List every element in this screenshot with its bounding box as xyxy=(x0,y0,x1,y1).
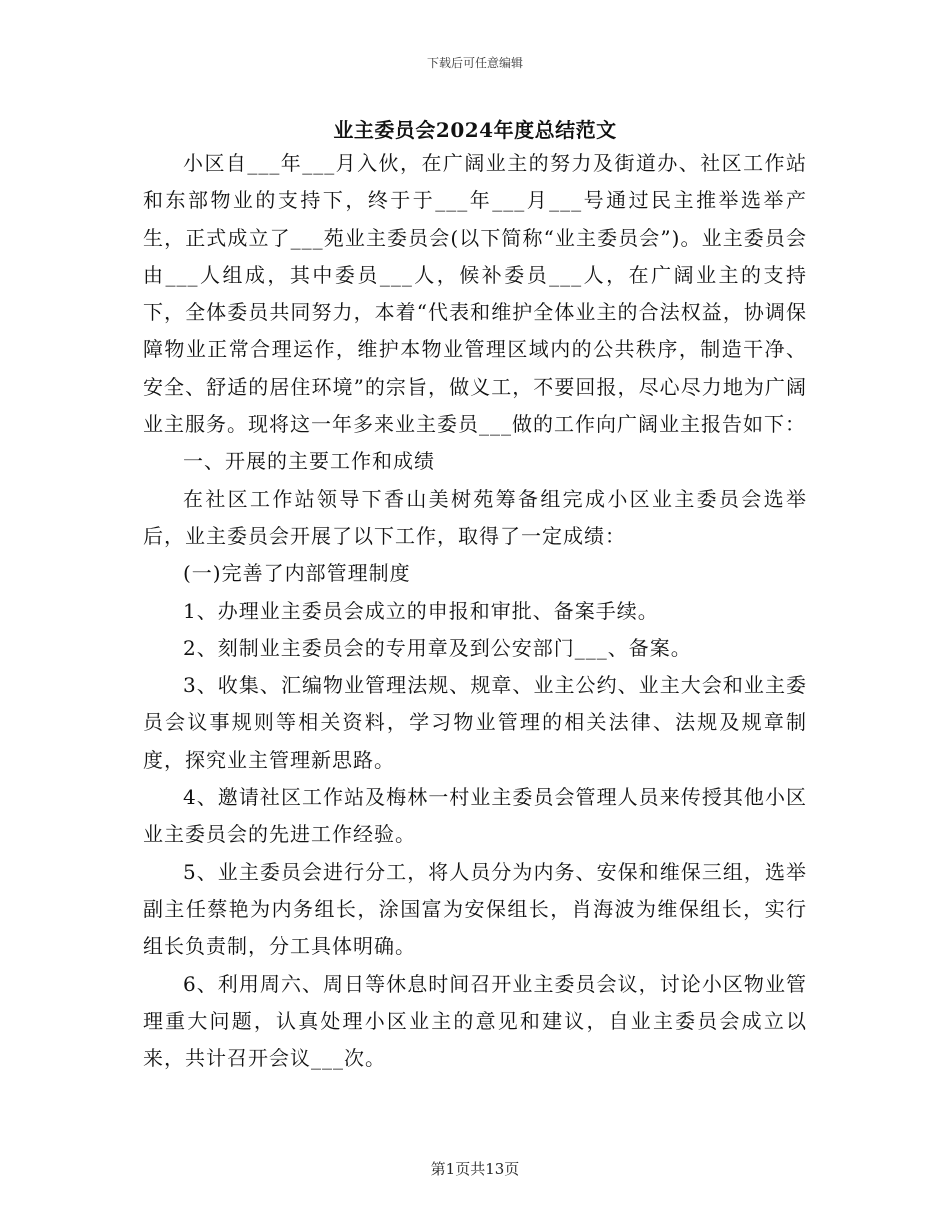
paragraph-election-summary: 在社区工作站领导下香山美树苑筹备组完成小区业主委员会选举后，业主委员会开展了以下工作，取得了一定成绩： xyxy=(143,486,807,548)
list-item-1: 1、办理业主委员会成立的申报和审批、备案手续。 xyxy=(183,598,659,623)
list-item-4: 4、邀请社区工作站及梅林一村业主委员会管理人员来传授其他小区业主委员会的先进工作经验。 xyxy=(143,785,807,847)
document-title: 业主委员会2024年度总结范文 xyxy=(333,118,617,142)
header-note: 下载后可任意编辑 xyxy=(426,56,523,70)
list-item-2: 2、刻制业主委员会的专用章及到公安部门___、备案。 xyxy=(183,635,692,660)
list-item-5: 5、业主委员会进行分工，将人员分为内务、安保和维保三组，选举副主任蔡艳为内务组长，涂国富为安保组长，肖海波为维保组长，实行组长负责制，分工具体明确。 xyxy=(143,859,807,959)
list-item-3: 3、收集、汇编物业管理法规、规章、业主公约、业主大会和业主委员会议事规则等相关资料，学习物业管理的相关法律、法规及规章制度，探究业主管理新思路。 xyxy=(143,673,807,772)
subsection-heading-internal-management: (一)完善了内部管理制度 xyxy=(183,561,411,586)
document-body xyxy=(143,145,807,1077)
list-item-6: 6、利用周六、周日等休息时间召开业主委员会议，讨论小区物业管理重大问题，认真处理小区业主的意见和建议，自业主委员会成立以来，共计召开会议___次。 xyxy=(143,971,807,1071)
page-footer: 第1页共13页 xyxy=(430,1160,520,1178)
paragraph-intro: 小区自___年___月入伙，在广阔业主的努力及街道办、社区工作站和东部物业的支持下，终于于___年___月___号通过民主推举选举产生，正式成立了___苑业主委员会(以下简称“业主委员会”)。业主委员会由___人组成，其中委员___人，候补委员___人，在广阔业主的支持下，全体委员共同努力，本着“代表和维护全体业主的合法权益，协调保障物业正常合理运作，维护本物业管理区域内的公共秩序，制造干净、安全、舒适的居住环境”的宗旨，做义工，不要回报，尽心尽力地为广阔业主服务。现将这一年多来业主委员___做的工作向广阔业主报告如下： xyxy=(143,151,807,437)
section-heading-main-work: 一、开展的主要工作和成绩 xyxy=(183,449,435,474)
